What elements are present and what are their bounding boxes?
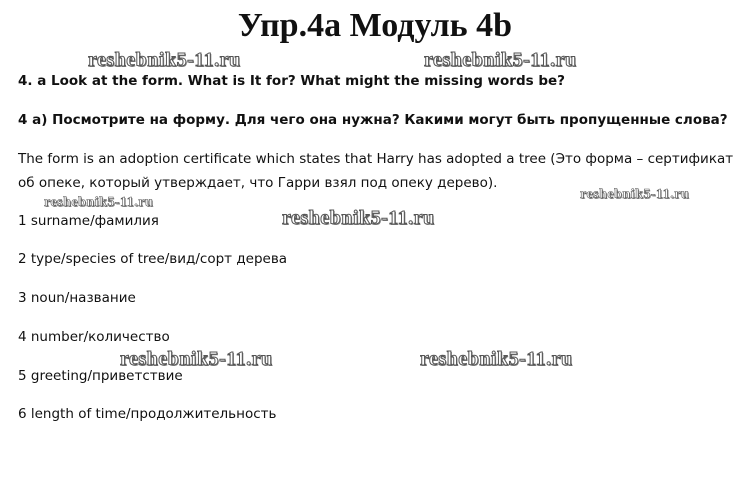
task-english: 4. a Look at the form. What is It for? What might the missing words be? [18,73,566,89]
list-item-surname: 1 surname/фамилия [18,213,159,229]
list-item-length-of-time: 6 length of time/продолжительность [18,406,277,422]
list-item-noun: 3 noun/название [18,290,136,306]
watermark: reshebnik5-11.ru [580,187,690,202]
task-russian: 4 а) Посмотрите на форму. Для чего она нужна? Какими могут быть пропущенные слова? [18,112,728,128]
answer-text-line-1: The form is an adoption certificate which states that Harry has adopted a tree (Это форма – сертификат [18,151,734,167]
watermark: reshebnik5-11.ru [420,348,573,370]
list-item-type-of-tree: 2 type/species of tree/вид/сорт дерева [18,251,288,267]
list-item-number: 4 number/количество [18,329,170,345]
watermark: reshebnik5-11.ru [120,348,273,370]
watermark: reshebnik5-11.ru [88,49,241,71]
watermark: reshebnik5-11.ru [424,49,577,71]
watermark: reshebnik5-11.ru [282,207,435,229]
answer-text-line-2: об опеке, который утверждает, что Гарри взял под опеку дерево). [18,175,498,191]
list-item-greeting: 5 greeting/приветствие [18,368,183,384]
watermark: reshebnik5-11.ru [44,195,154,210]
page-title: Упр.4а Модуль 4b [237,7,513,44]
